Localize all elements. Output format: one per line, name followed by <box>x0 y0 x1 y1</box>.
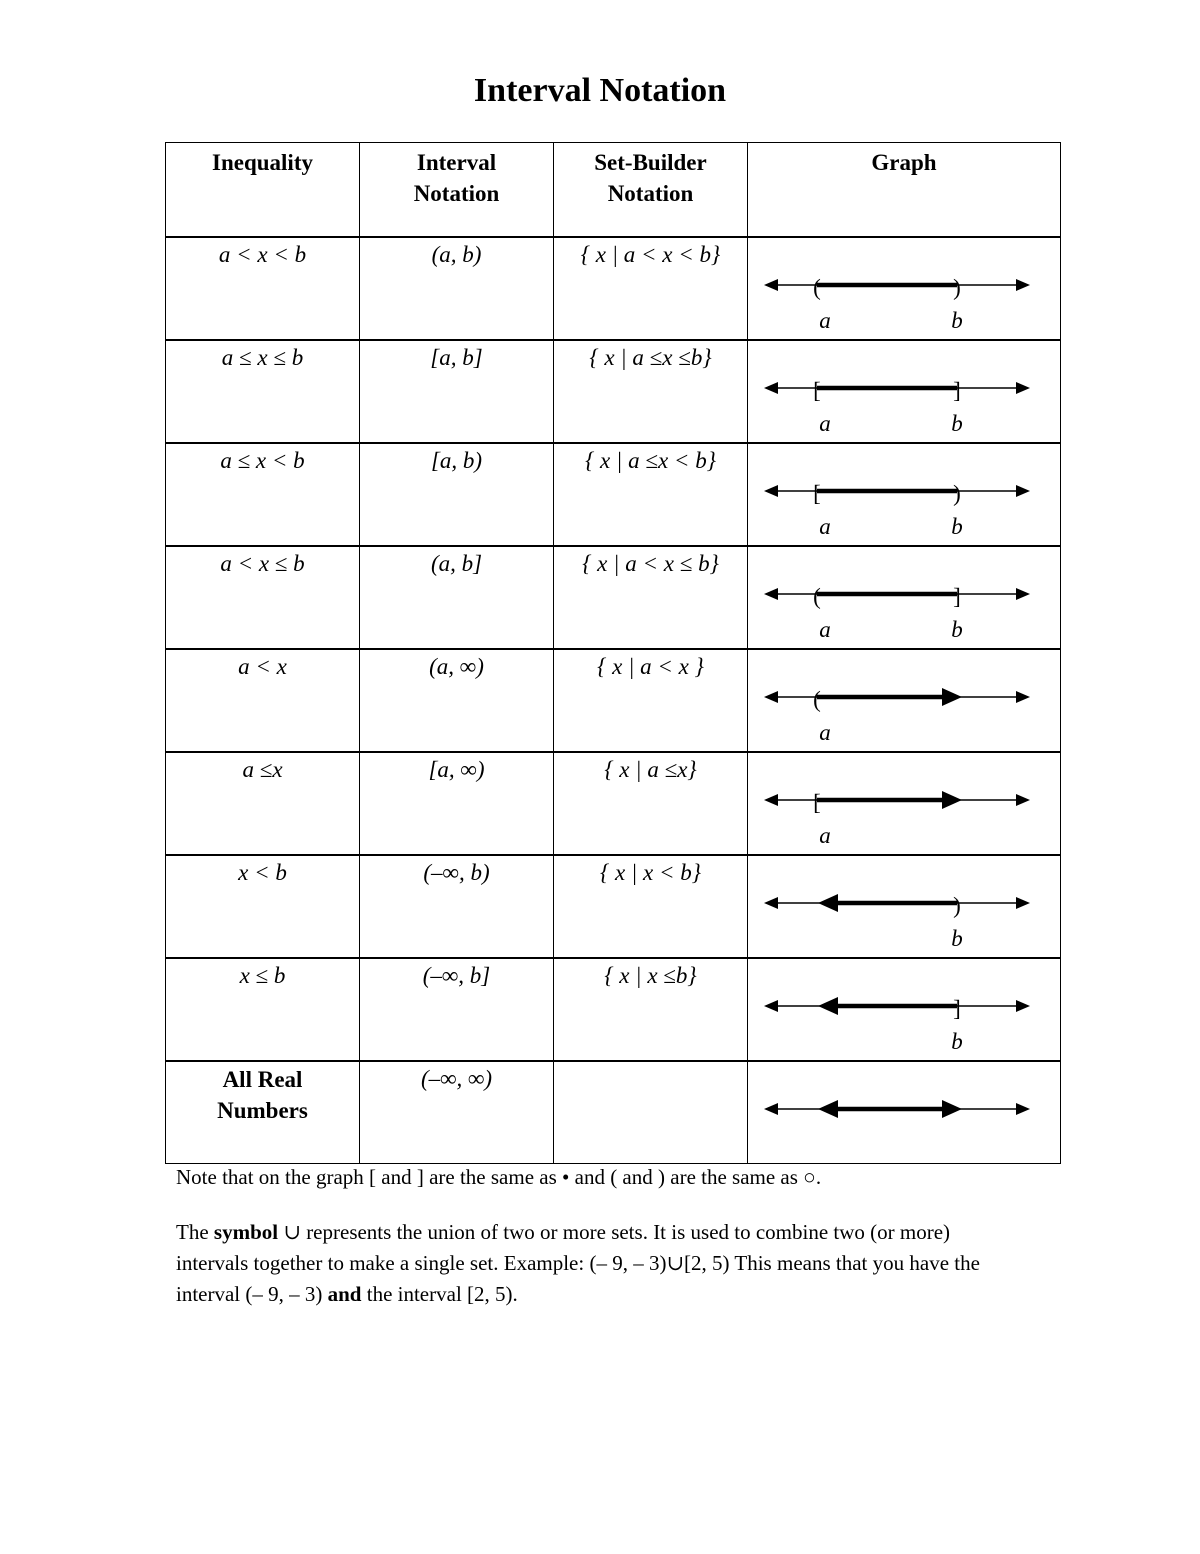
right-endpoint-bracket: ) <box>953 275 961 300</box>
interval-notation-cell: (a, ∞) <box>360 649 554 752</box>
left-endpoint-bracket: [ <box>813 481 821 506</box>
table-row <box>166 752 1061 855</box>
left-arrow-icon <box>764 279 778 291</box>
left-arrow-icon <box>764 794 778 806</box>
inequality-cell: a < x < b <box>166 237 360 340</box>
inequality-cell: a < x <box>166 649 360 752</box>
number-line-graph <box>748 341 1060 438</box>
inequality-cell: x < b <box>166 855 360 958</box>
interval-notation-cell: (a, b) <box>360 237 554 340</box>
interval-notation-cell: (–∞, b] <box>360 958 554 1061</box>
number-line-graph <box>748 547 1060 644</box>
solution-right-arrow-icon <box>942 688 962 706</box>
endpoint-label-a: a <box>819 411 831 436</box>
table-row <box>166 855 1061 958</box>
note-union-part2: ∪ represents the union of two or more sets. It is used to combine two (or more) intervals together to make a single set. Example: (– 9, – 3)∪[2, 5) This means that you have the interval (– 9, – 3) <box>176 1220 980 1306</box>
interval-notation-cell: (–∞, b) <box>360 855 554 958</box>
header-interval-text: Interval Notation <box>413 150 500 206</box>
inequality-cell: x ≤ b <box>166 958 360 1061</box>
right-endpoint-bracket: ] <box>953 584 961 609</box>
table-row <box>166 1061 1061 1164</box>
right-endpoint-bracket: ] <box>953 378 961 403</box>
endpoint-label-a: a <box>819 617 831 642</box>
header-inequality: Inequality <box>166 143 360 238</box>
header-graph: Graph <box>748 143 1061 238</box>
set-builder-cell: { x | a < x ≤ b} <box>554 546 748 649</box>
note-brackets: Note that on the graph [ and ] are the same as • and ( and ) are the same as ○. <box>176 1165 822 1189</box>
left-arrow-icon <box>764 588 778 600</box>
left-arrow-icon <box>764 1103 778 1115</box>
endpoint-label-a: a <box>819 308 831 333</box>
left-arrow-icon <box>764 897 778 909</box>
left-endpoint-bracket: [ <box>813 790 821 815</box>
number-line-graph <box>748 856 1060 953</box>
number-line-graph <box>748 650 1060 747</box>
graph-cell <box>748 443 1061 546</box>
inequality-cell: a ≤ x ≤ b <box>166 340 360 443</box>
right-arrow-icon <box>1016 588 1030 600</box>
right-arrow-icon <box>1016 1000 1030 1012</box>
graph-cell <box>748 958 1061 1061</box>
number-line-graph <box>748 753 1060 850</box>
note-union-and: and <box>327 1282 362 1306</box>
right-arrow-icon <box>1016 1103 1030 1115</box>
endpoint-label-b: b <box>951 514 963 539</box>
left-endpoint-bracket: ( <box>813 687 821 712</box>
interval-notation-cell: (a, b] <box>360 546 554 649</box>
right-arrow-icon <box>1016 897 1030 909</box>
interval-notation-cell: [a, b] <box>360 340 554 443</box>
set-builder-cell: { x | a < x < b} <box>554 237 748 340</box>
interval-notation-cell: (–∞, ∞) <box>360 1061 554 1164</box>
table-row <box>166 340 1061 443</box>
inequality-cell: All Real Numbers <box>166 1061 360 1164</box>
table-body <box>166 237 1061 1164</box>
right-arrow-icon <box>1016 794 1030 806</box>
header-interval-notation <box>360 143 554 238</box>
right-arrow-icon <box>1016 382 1030 394</box>
solution-left-arrow-icon <box>818 894 838 912</box>
header-set-builder-notation <box>554 143 748 238</box>
endpoint-label-a: a <box>819 514 831 539</box>
right-endpoint-bracket: ) <box>953 481 961 506</box>
table-row <box>166 649 1061 752</box>
solution-right-arrow-icon <box>942 791 962 809</box>
set-builder-cell: { x | a ≤x} <box>554 752 748 855</box>
left-arrow-icon <box>764 691 778 703</box>
number-line-graph <box>748 959 1060 1056</box>
endpoint-label-a: a <box>819 823 831 848</box>
endpoint-label-b: b <box>951 308 963 333</box>
right-endpoint-bracket: ) <box>953 893 961 918</box>
note-union-part3: the interval [2, 5). <box>361 1282 518 1306</box>
table-row <box>166 958 1061 1061</box>
interval-notation-cell: [a, ∞) <box>360 752 554 855</box>
graph-cell <box>748 649 1061 752</box>
table-row <box>166 546 1061 649</box>
set-builder-cell <box>554 1061 748 1164</box>
right-arrow-icon <box>1016 279 1030 291</box>
header-setbuilder-text: Set-Builder Notation <box>594 150 707 206</box>
left-arrow-icon <box>764 1000 778 1012</box>
endpoint-label-a: a <box>819 720 831 745</box>
notes-section <box>176 1162 1016 1334</box>
left-endpoint-bracket: ( <box>813 584 821 609</box>
interval-notation-cell: [a, b) <box>360 443 554 546</box>
left-arrow-icon <box>764 485 778 497</box>
number-line-graph <box>748 444 1060 541</box>
endpoint-label-b: b <box>951 411 963 436</box>
solution-left-arrow-icon <box>818 997 838 1015</box>
right-arrow-icon <box>1016 691 1030 703</box>
endpoint-label-b: b <box>951 1029 963 1054</box>
set-builder-cell: { x | a < x } <box>554 649 748 752</box>
endpoint-label-b: b <box>951 926 963 951</box>
interval-notation-table <box>165 142 1061 1164</box>
graph-cell <box>748 340 1061 443</box>
right-endpoint-bracket: ] <box>953 996 961 1021</box>
graph-cell <box>748 752 1061 855</box>
solution-left-arrow-icon <box>818 1100 838 1118</box>
endpoint-label-b: b <box>951 617 963 642</box>
right-arrow-icon <box>1016 485 1030 497</box>
left-endpoint-bracket: ( <box>813 275 821 300</box>
graph-cell <box>748 546 1061 649</box>
set-builder-cell: { x | a ≤x < b} <box>554 443 748 546</box>
graph-cell <box>748 855 1061 958</box>
note-union-symbol-word: symbol <box>213 1220 279 1244</box>
number-line-graph <box>748 238 1060 335</box>
inequality-cell: a ≤ x < b <box>166 443 360 546</box>
left-arrow-icon <box>764 382 778 394</box>
set-builder-cell: { x | x ≤b} <box>554 958 748 1061</box>
inequality-cell: a ≤x <box>166 752 360 855</box>
left-endpoint-bracket: [ <box>813 378 821 403</box>
set-builder-cell: { x | x < b} <box>554 855 748 958</box>
note-union <box>176 1217 1016 1310</box>
table-row <box>166 443 1061 546</box>
note-union-part1: The <box>176 1220 214 1244</box>
table-row <box>166 237 1061 340</box>
graph-cell <box>748 1061 1061 1164</box>
number-line-graph <box>748 1062 1060 1159</box>
page-title: Interval Notation <box>473 72 727 109</box>
inequality-cell: a < x ≤ b <box>166 546 360 649</box>
solution-right-arrow-icon <box>942 1100 962 1118</box>
graph-cell <box>748 237 1061 340</box>
set-builder-cell: { x | a ≤x ≤b} <box>554 340 748 443</box>
